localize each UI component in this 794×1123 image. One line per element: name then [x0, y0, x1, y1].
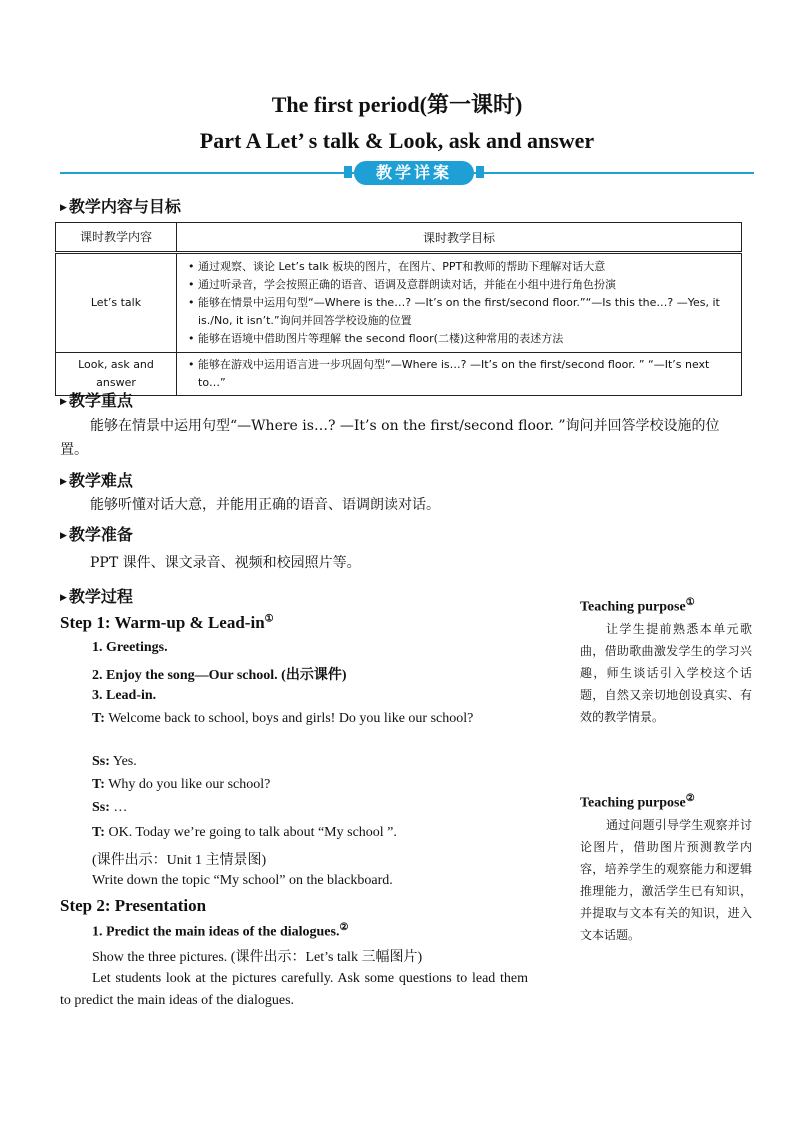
- step1-item: 1. Greetings.: [92, 640, 168, 655]
- table-header-row: [56, 223, 742, 253]
- footnote-marker: ①: [264, 613, 274, 625]
- table-header-goals: 课时教学目标: [177, 223, 742, 253]
- triangle-icon: ▶: [60, 531, 67, 541]
- triangle-icon: ▶: [60, 203, 67, 213]
- section-heading-content-goals: ▶ 教学内容与目标: [60, 197, 181, 216]
- key-points-text: 能够在情景中运用句型“—Where is…? —It’s on the first/second floor. ”询问并回答学校设施的位置。: [60, 418, 720, 458]
- preparation-text: PPT 课件、课文录音、视频和校园照片等。: [90, 555, 361, 571]
- table-cell-content: Look, ask and answer: [56, 353, 177, 396]
- goal-item: • 通过观察、谈论 Let’s talk 板块的图片，在图片、PPT和教师的帮助下理解对话大意: [188, 258, 740, 276]
- banner-left-wing: [344, 166, 352, 178]
- footnote-marker: ①: [685, 597, 695, 608]
- dialogue-line: T: Why do you like our school?: [92, 777, 271, 792]
- goal-item: • 能够在游戏中运用语言进一步巩固句型“—Where is…? —It’s on the first/second floor. ” “—It’s next to…”: [188, 356, 740, 392]
- lesson-plan-banner: 教学详案: [354, 161, 474, 185]
- footnote-marker: ②: [685, 793, 695, 804]
- difficulties-text: 能够听懂对话大意，并能用正确的语音、语调朗读对话。: [90, 497, 440, 513]
- dialogue-line: T: Welcome back to school, boys and girls! Do you like our school?: [92, 711, 474, 726]
- step1-item: 3. Lead-in.: [92, 688, 157, 703]
- page-subtitle: Part A Let’ s talk & Look, ask and answer: [199, 128, 595, 153]
- table-row: [56, 353, 742, 396]
- courseware-note: (课件出示：Unit 1 主情景图): [92, 853, 267, 868]
- banner-right-wing: [476, 166, 484, 178]
- table-cell-goals: [177, 353, 742, 396]
- sidebar-heading: Teaching purpose②: [580, 793, 695, 811]
- dialogue-line: Ss: …: [92, 800, 128, 815]
- section-heading-preparation: ▶ 教学准备: [60, 525, 133, 544]
- table-header-content: 课时教学内容: [56, 223, 177, 253]
- section-heading-key-points: ▶ 教学重点: [60, 391, 133, 410]
- step2-text: Let students look at the pictures carefully. Ask some questions to lead them to predict the main ideas of the dialogues.: [60, 971, 528, 1008]
- courseware-note: Show the three pictures. (课件出示：Let’s talk 三幅图片): [92, 950, 423, 965]
- dialogue-line: Ss: Yes.: [92, 754, 137, 769]
- footnote-marker: ②: [339, 922, 349, 933]
- table-row: [56, 253, 742, 353]
- goal-item: • 能够在语境中借助图片等理解 the second floor(二楼)这种常用的表述方法: [188, 330, 740, 348]
- objectives-table: [55, 222, 742, 396]
- step2-item: 1. Predict the main ideas of the dialogues.②: [92, 922, 349, 940]
- triangle-icon: ▶: [60, 397, 67, 407]
- blackboard-note: Write down the topic “My school” on the blackboard.: [92, 873, 393, 888]
- sidebar-text: 让学生提前熟悉本单元歌曲，借助歌曲激发学生的学习兴趣，师生谈话引入学校这个话题，自然又亲切地创设真实、有效的教学情景。: [580, 622, 752, 724]
- triangle-icon: ▶: [60, 593, 67, 603]
- step1-title: Step 1: Warm-up & Lead-in①: [60, 613, 274, 632]
- page-title: The first period(第一课时): [271, 92, 523, 117]
- step2-title: Step 2: Presentation: [60, 896, 207, 915]
- dialogue-line: T: OK. Today we’re going to talk about “My school ”.: [92, 825, 397, 840]
- sidebar-heading: Teaching purpose①: [580, 597, 695, 615]
- goal-item: • 能够在情景中运用句型“—Where is the…? —It’s on the first/second floor.”“—Is this the…? —Yes, it is./No, it isn’t.”询问并回答学校设施的位置: [188, 294, 740, 330]
- goal-item: • 通过听录音，学会按照正确的语音、语调及意群朗读对话，并能在小组中进行角色扮演: [188, 276, 740, 294]
- sidebar-text: 通过问题引导学生观察并讨论图片，借助图片预测教学内容，培养学生的观察能力和逻辑推理能力，激活学生已有知识，并提取与文本有关的知识，进入文本话题。: [580, 818, 752, 942]
- table-cell-content: Let’s talk: [56, 253, 177, 353]
- triangle-icon: ▶: [60, 477, 67, 487]
- table-cell-goals: [177, 253, 742, 353]
- step1-item: 2. Enjoy the song—Our school. (出示课件): [92, 668, 347, 683]
- section-heading-process: ▶ 教学过程: [60, 587, 133, 606]
- section-heading-difficulties: ▶ 教学难点: [60, 471, 133, 490]
